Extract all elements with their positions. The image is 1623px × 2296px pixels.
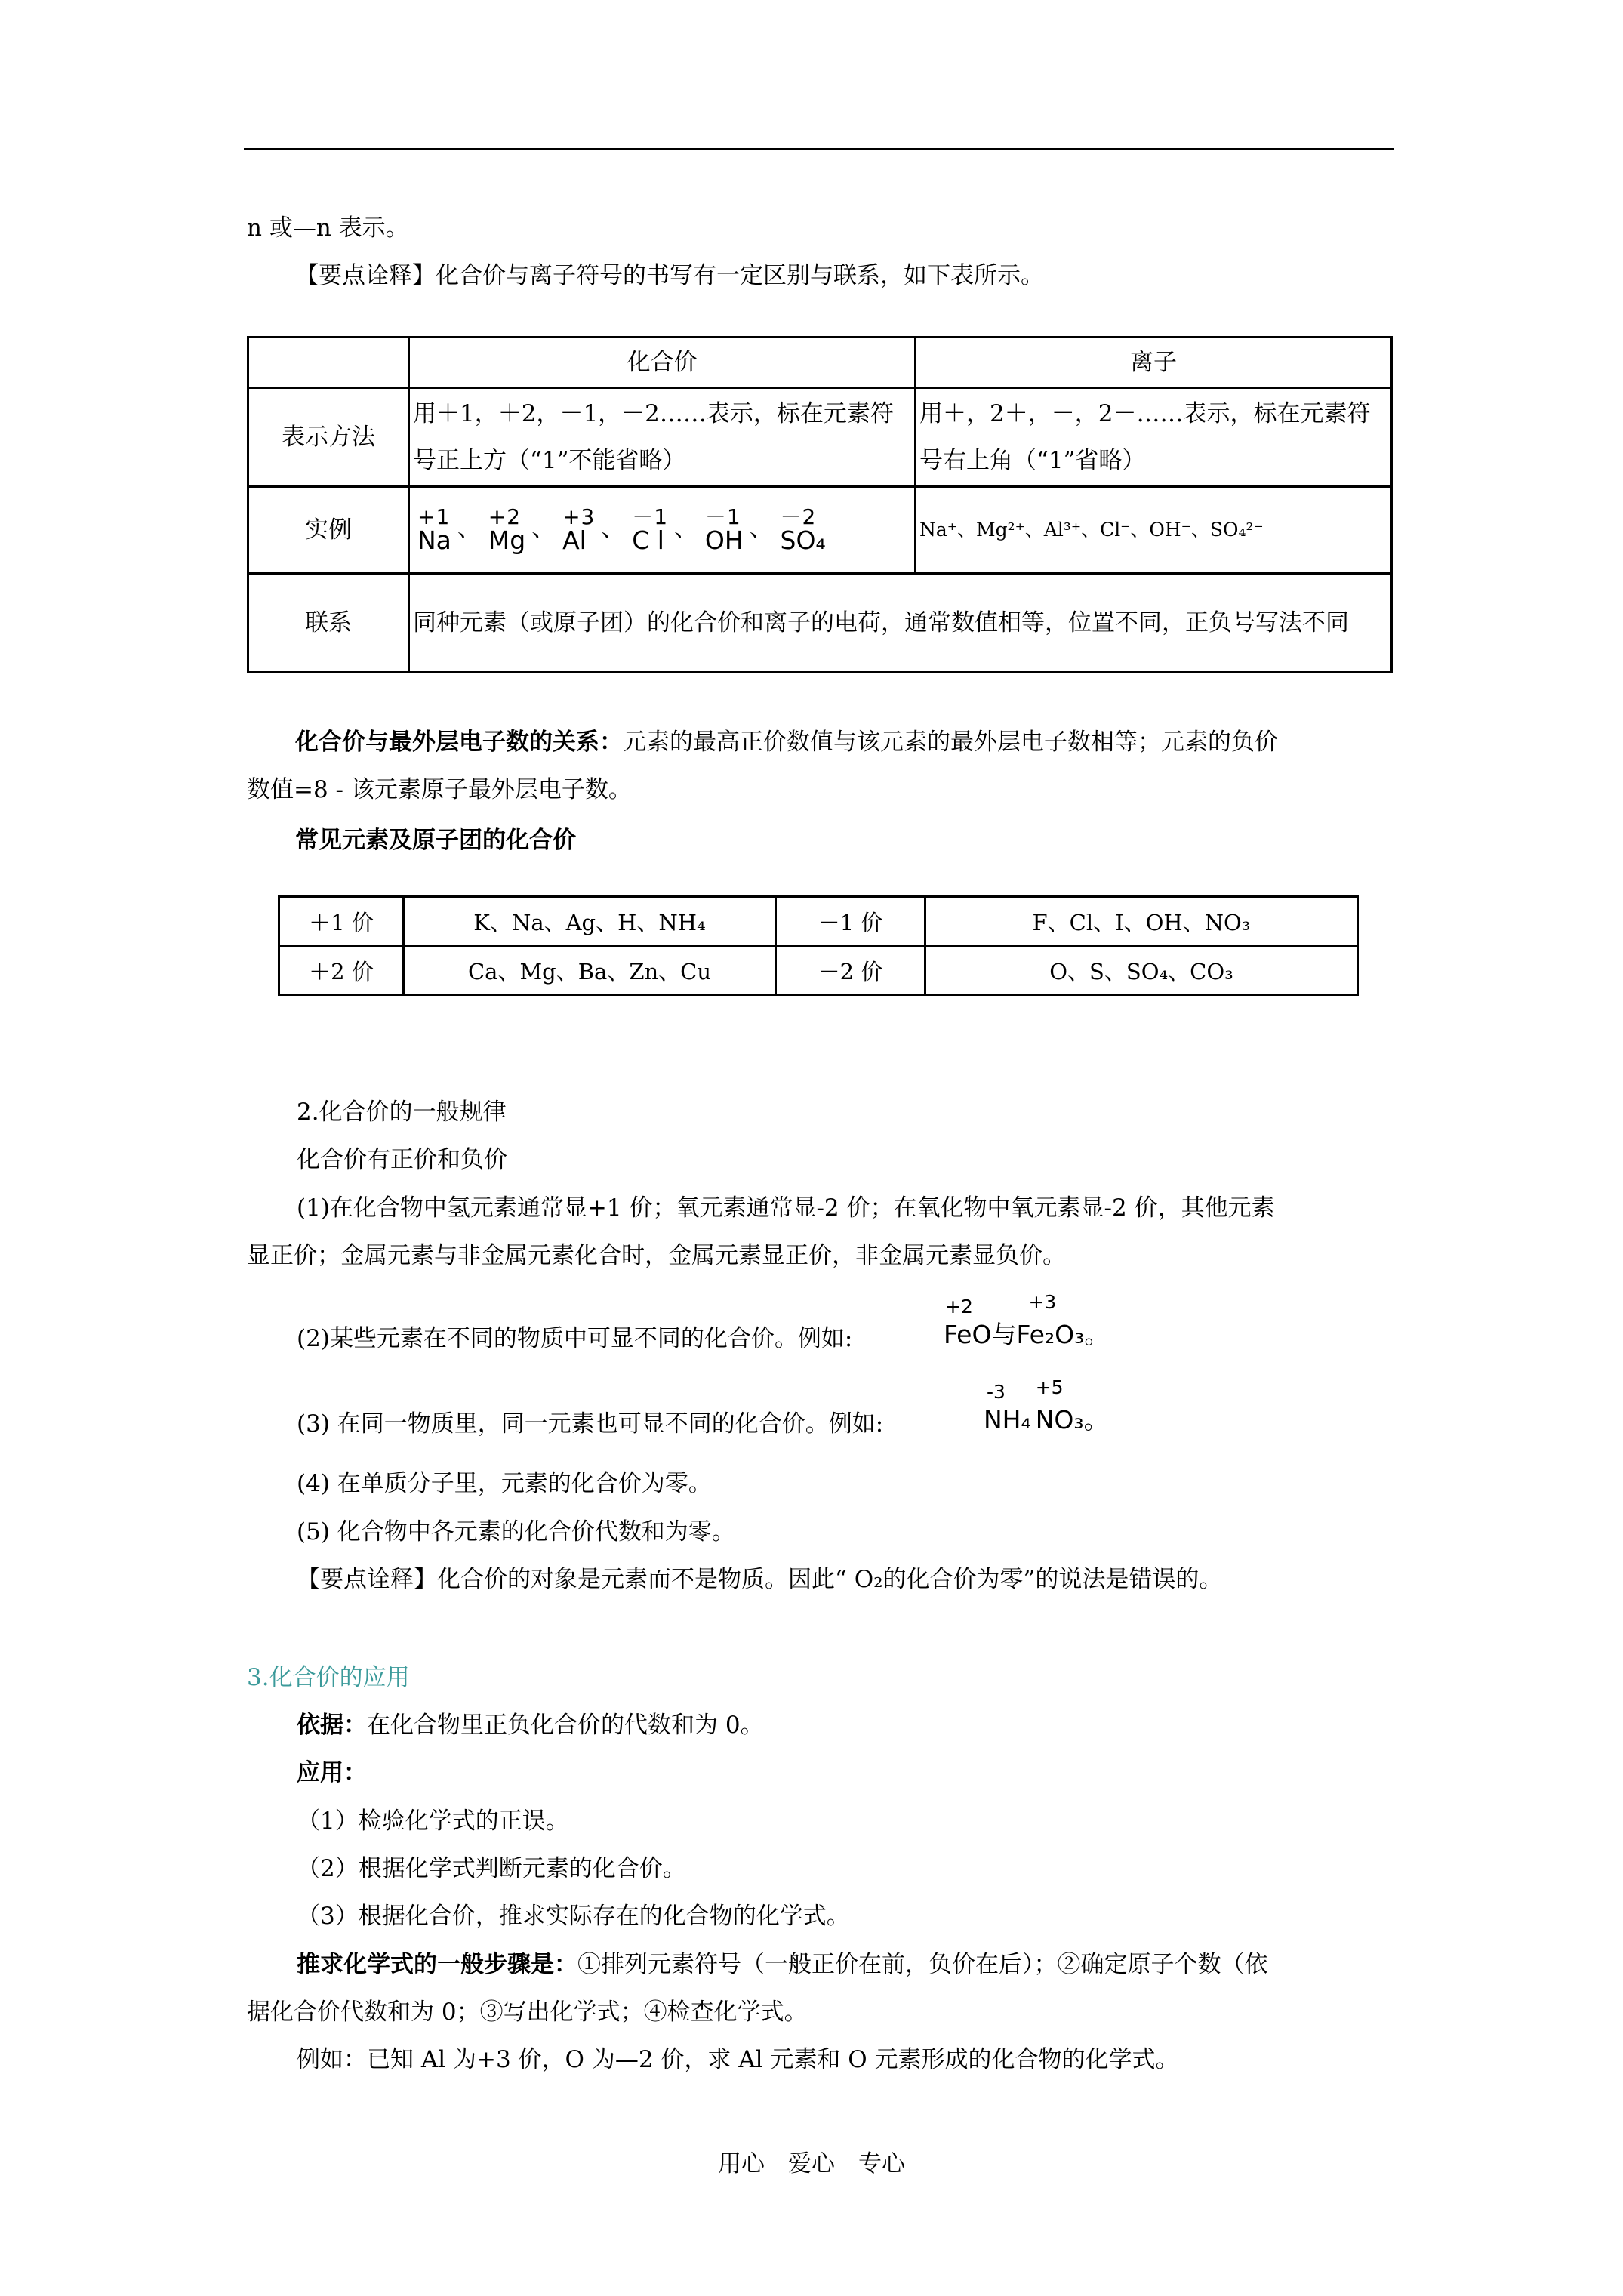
valence-example: +3 Al	[562, 504, 596, 555]
valence-ion-comparison-table	[247, 336, 1393, 673]
valence-example: +2 Mg	[488, 504, 526, 555]
valence-example: －1 C l	[632, 504, 669, 555]
table-cell: O、S、SO₄、CO₃	[925, 946, 1358, 995]
valence-example: －1 OH	[704, 504, 744, 555]
note-text: 化合价与离子符号的书写有一定区别与联系，如下表所示。	[436, 262, 1044, 289]
relation-label: 化合价与最外层电子数的关系：	[295, 729, 623, 756]
common-valence-table	[278, 895, 1359, 996]
table-cell: ＋2 价	[279, 946, 404, 995]
section2-title: 2.化合价的一般规律	[297, 1099, 507, 1126]
table-row	[248, 487, 1392, 574]
steps-line-2: 据化合价代数和为 0；③写出化学式；④检查化学式。	[247, 1999, 808, 2026]
table-row	[248, 574, 1392, 673]
example-formula-3	[984, 1376, 1109, 1436]
table-row	[248, 388, 1392, 487]
example-formula-2: +2 FeO与 +3 Fe₂O₃。	[944, 1291, 1110, 1349]
rule-item-3: (3) 在同一物质里，同一元素也可显不同的化合价。例如:	[297, 1410, 884, 1438]
table-cell: 用＋，2＋，－，2－……表示，标在元素符号右上角（“1”省略）	[916, 388, 1392, 487]
rule-item-4: (4) 在单质分子里，元素的化合价为零。	[297, 1470, 712, 1497]
table-cell: －2 价	[776, 946, 925, 995]
row-label: 实例	[248, 487, 409, 574]
apply-item-1: （1）检验化学式的正误。	[297, 1808, 569, 1835]
rule-item-1: (1)在化合物中氢元素通常显+1 价；氧元素通常显-2 价；在氧化物中氧元素显-2 价，其他元素	[297, 1194, 1275, 1222]
steps-paragraph: 推求化学式的一般步骤是：①排列元素符号（一般正价在前，负价在后）；②确定原子个数（依	[297, 1951, 1268, 1978]
merged-cell: 同种元素（或原子团）的化合价和离子的电荷，通常数值相等，位置不同，正负号写法不同	[409, 574, 1392, 673]
rule-item-2: (2)某些元素在不同的物质中可显不同的化合价。例如:	[297, 1325, 853, 1352]
row-label: 联系	[248, 574, 409, 673]
note-paragraph-1	[295, 260, 1044, 291]
note-label: 【要点诠释】	[295, 262, 436, 289]
apply-item-3: （3）根据化合价，推求实际存在的化合物的化学式。	[297, 1903, 850, 1930]
section2-subtitle: 化合价有正价和负价	[297, 1146, 507, 1173]
row-label: 表示方法	[248, 388, 409, 487]
table-header-cell: 化合价	[409, 337, 916, 388]
header-rule	[244, 148, 1394, 150]
note-paragraph-2	[297, 1564, 1222, 1595]
table-cell: －1 价	[776, 897, 925, 946]
rule-item-1-cont: 显正价；金属元素与非金属元素化合时，金属元素显正价，非金属元素显负价。	[247, 1242, 1066, 1269]
table-header-cell: 离子	[916, 337, 1392, 388]
note-label: 【要点诠释】	[297, 1566, 437, 1593]
table-cell: ＋1 价	[279, 897, 404, 946]
table-cell: Ca、Mg、Ba、Zn、Cu	[404, 946, 776, 995]
table-header-cell	[248, 337, 409, 388]
example-paragraph: 例如：已知 Al 为+3 价，O 为—2 价，求 Al 元素和 O 元素形成的化合物的化学式。	[297, 2046, 1179, 2073]
note-text: 化合价的对象是元素而不是物质。因此“ O₂的化合价为零”的说法是错误的。	[437, 1566, 1223, 1593]
relation-line-2: 数值=8 - 该元素原子最外层电子数。	[247, 776, 632, 803]
page-footer: 用心 爱心 专心	[718, 2150, 905, 2177]
intro-line: n 或—n 表示。	[247, 214, 409, 242]
table-cell: F、Cl、I、OH、NO₃	[925, 897, 1358, 946]
apply-item-2: （2）根据化学式判断元素的化合价。	[297, 1855, 686, 1882]
table-cell: K、Na、Ag、H、NH₄	[404, 897, 776, 946]
relation-paragraph	[295, 727, 1278, 757]
valence-example: －2 SO₄	[780, 504, 826, 555]
formula: -3 NH₄	[984, 1381, 1031, 1435]
table-header-row	[248, 337, 1392, 388]
common-valence-title: 常见元素及原子团的化合价	[295, 827, 576, 854]
formula: +2 FeO	[944, 1296, 992, 1349]
apply-label: 应用：	[297, 1759, 367, 1786]
table-row	[279, 946, 1358, 995]
table-row	[279, 897, 1358, 946]
section3-title: 3.化合价的应用	[247, 1664, 410, 1691]
relation-text: 元素的最高正价数值与该元素的最外层电子数相等；元素的负价	[623, 729, 1278, 756]
valence-examples-cell: +1 Na 、 +2 Mg 、 +3 Al 、 －1 C l 、 －1 OH 、 －2 SO₄	[409, 487, 916, 574]
ion-examples-cell: Na⁺、Mg²⁺、Al³⁺、Cl⁻、OH⁻、SO₄²⁻	[916, 487, 1392, 574]
formula: +5 NO₃。	[1035, 1376, 1109, 1435]
formula: +3 Fe₂O₃。	[1016, 1291, 1110, 1349]
table-cell: 用＋1，＋2，－1，－2……表示，标在元素符号正上方（“1”不能省略）	[409, 388, 916, 487]
basis-paragraph: 依据：在化合物里正负化合价的代数和为 0。	[297, 1712, 764, 1739]
valence-example: +1 Na	[417, 504, 451, 555]
rule-item-5: (5) 化合物中各元素的化合价代数和为零。	[297, 1518, 735, 1546]
